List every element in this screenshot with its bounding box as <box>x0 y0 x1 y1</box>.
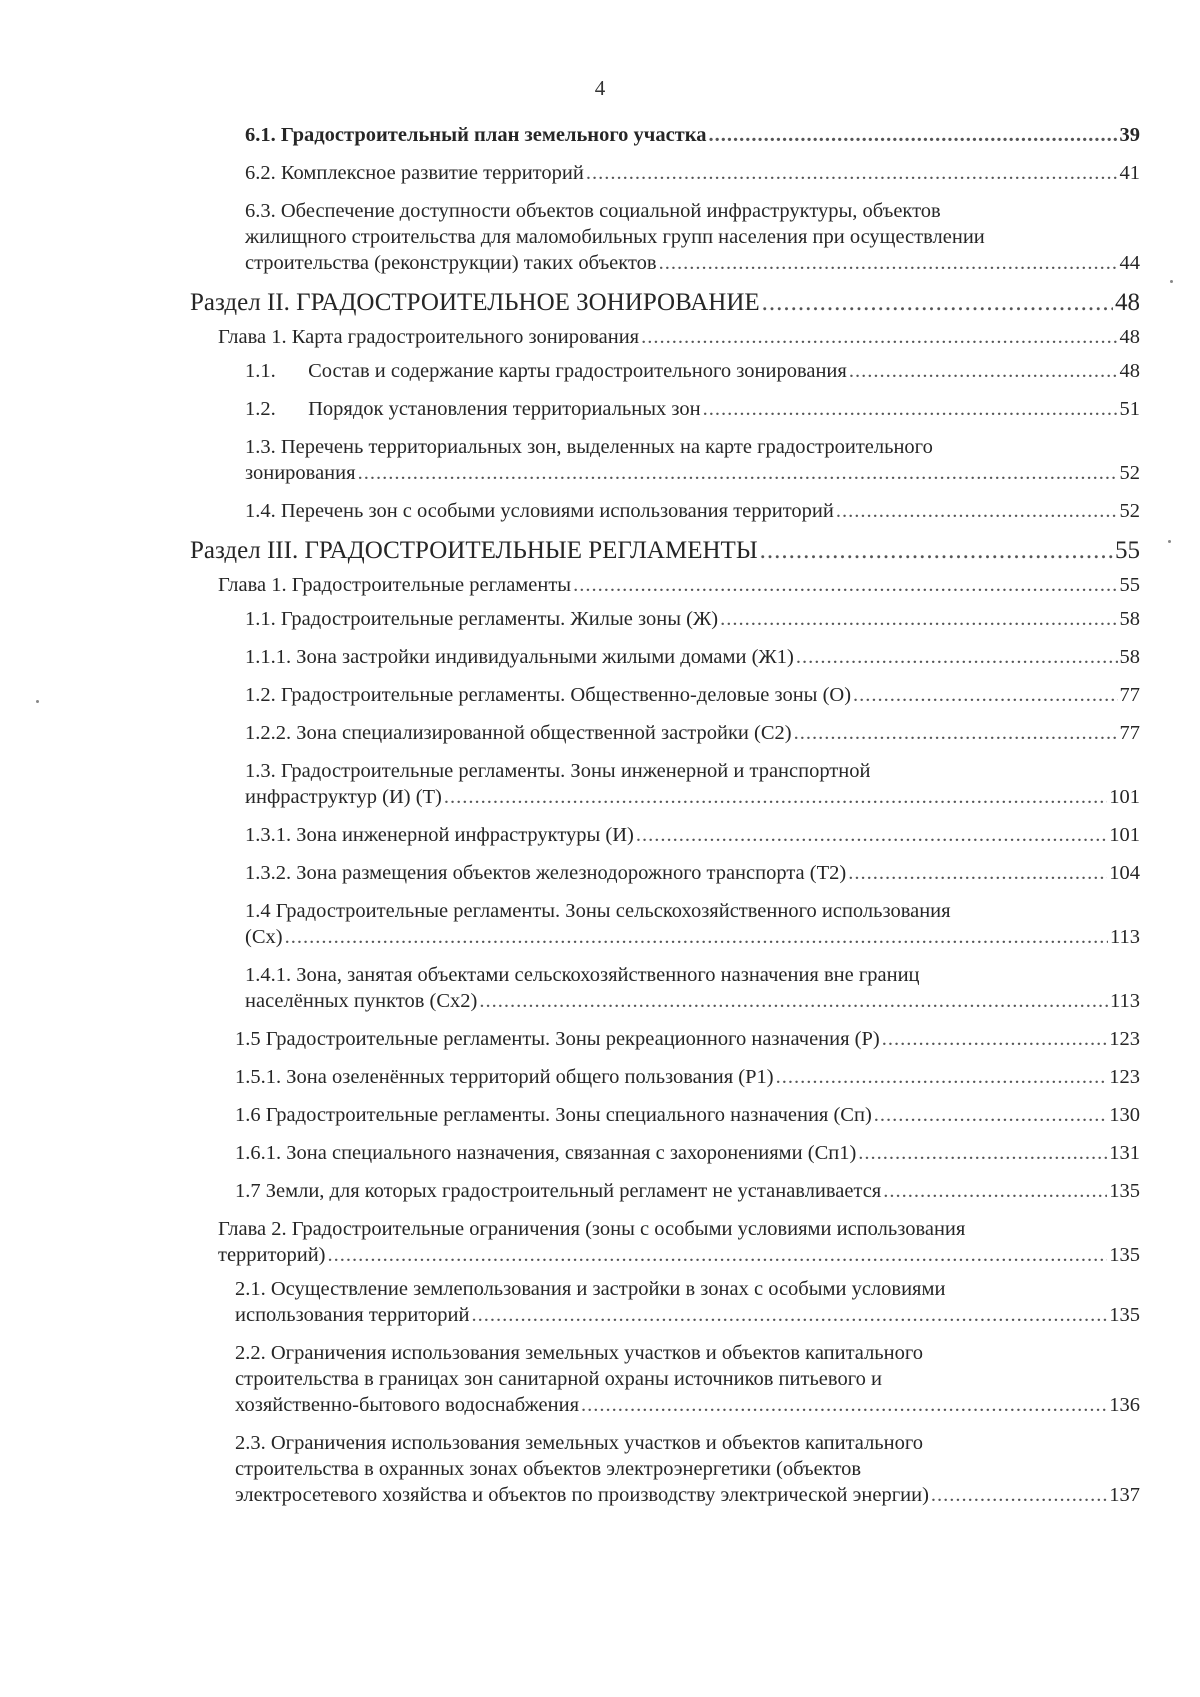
toc-entry-title <box>235 1140 856 1166</box>
toc-entry-number: 1.1. <box>245 608 276 630</box>
toc-entry-leader-line <box>245 396 1140 422</box>
toc-entry-page: 44 <box>1119 252 1140 274</box>
toc-entry-text: Зона специализированной общественной застройки (С2) <box>296 722 792 744</box>
toc-entry-text: электросетевого хозяйства и объектов по производству электрической энергии) <box>235 1484 929 1506</box>
toc-entry-title <box>235 1302 470 1328</box>
toc-entry-leader-line <box>235 1178 1140 1204</box>
toc-entry-line <box>235 1340 1140 1366</box>
toc-entry-leader-line <box>235 1302 1140 1328</box>
toc-dot-leader <box>444 784 1107 810</box>
toc-entry-text: жилищного строительства для маломобильных групп населения при осуществлении <box>245 226 985 248</box>
toc-entry <box>190 498 1140 524</box>
toc-entry-leader-line <box>235 1026 1140 1052</box>
toc-entry-page: 123 <box>1109 1028 1140 1050</box>
toc-entry-text: зонирования <box>245 462 356 484</box>
toc-entry-page: 123 <box>1109 1066 1140 1088</box>
toc-entry-page: 135 <box>1109 1244 1140 1266</box>
toc-entry-text: Осуществление землепользования и застройки в зонах с особыми условиями <box>270 1278 946 1300</box>
toc-entry-title <box>245 358 847 384</box>
toc-entry <box>190 358 1140 384</box>
page-number: 4 <box>594 76 606 100</box>
toc-entry-number: 1.2. <box>245 684 276 706</box>
toc-dot-leader <box>703 396 1118 422</box>
toc-entry-leader-line <box>235 1482 1140 1508</box>
scan-speck <box>1168 540 1171 543</box>
toc-entry <box>190 324 1140 350</box>
toc-dot-leader <box>720 606 1117 632</box>
toc-entry-text: Ограничения использования земельных участков и объектов капитального <box>270 1432 924 1454</box>
toc-entry-text: Зона размещения объектов железнодорожного транспорта (Т2) <box>296 862 847 884</box>
toc-entry-page: 55 <box>1115 537 1140 564</box>
toc-entry <box>190 1140 1140 1166</box>
toc-entry-text: Перечень зон с особыми условиями использования территорий <box>280 500 834 522</box>
toc-entry-text: Глава 1. Градостроительные регламенты <box>218 574 572 596</box>
toc-dot-leader <box>836 498 1118 524</box>
toc-entry-number: 1.4.1. <box>245 964 292 986</box>
toc-entry-text: Порядок установления территориальных зон <box>308 398 701 420</box>
toc-dot-leader <box>358 460 1118 486</box>
toc-dot-leader <box>586 160 1118 186</box>
toc-dot-leader <box>479 988 1108 1014</box>
toc-dot-leader <box>573 572 1117 598</box>
toc-entry-number: 1.4 <box>245 900 271 922</box>
toc-entry-line <box>245 962 1140 988</box>
toc-entry-text: Зона озеленённых территорий общего пользования (Р1) <box>286 1066 774 1088</box>
toc-entry-leader-line <box>245 358 1140 384</box>
toc-entry-text: Ограничения использования земельных участков и объектов капитального <box>270 1342 924 1364</box>
toc-entry <box>190 396 1140 422</box>
toc-entry <box>190 1178 1140 1204</box>
toc-entry-title <box>245 682 851 708</box>
toc-entry-text: Градостроительный план земельного участка <box>280 124 707 146</box>
toc-entry-number: 1.6.1. <box>235 1142 282 1164</box>
toc-entry-text: Глава 1. Карта градостроительного зонирования <box>218 326 640 348</box>
toc-entry-leader-line <box>190 536 1140 566</box>
toc-entry <box>190 720 1140 746</box>
toc-entry-text: Градостроительные регламенты. Зоны специального назначения (Сп) <box>265 1104 872 1126</box>
toc-entry-number: 1.7 <box>235 1180 261 1202</box>
toc-dot-leader <box>285 924 1108 950</box>
toc-entry-number: 2.2. <box>235 1342 266 1364</box>
toc-entry-page: 48 <box>1119 326 1140 348</box>
toc-entry-text: Зона инженерной инфраструктуры (И) <box>296 824 634 846</box>
toc-entry-title <box>218 572 571 598</box>
toc-entry-page: 51 <box>1119 398 1140 420</box>
table-of-contents <box>190 122 1140 1520</box>
toc-entry-line <box>245 434 1140 460</box>
toc-entry-text: инфраструктур (И) (Т) <box>245 786 442 808</box>
toc-entry-line <box>235 1366 1140 1392</box>
toc-entry-text: использования территорий <box>235 1304 470 1326</box>
toc-entry <box>190 198 1140 276</box>
toc-entry-leader-line <box>218 572 1140 598</box>
toc-entry-line <box>235 1430 1140 1456</box>
toc-entry <box>190 160 1140 186</box>
toc-entry-number: 6.2. <box>245 162 276 184</box>
toc-entry-title <box>245 644 794 670</box>
toc-entry-page: 135 <box>1109 1180 1140 1202</box>
toc-entry-page: 77 <box>1119 722 1140 744</box>
toc-entry <box>190 822 1140 848</box>
toc-entry-page: 58 <box>1119 646 1140 668</box>
toc-dot-leader <box>641 324 1117 350</box>
toc-entry-page: 58 <box>1119 608 1140 630</box>
toc-entry-text: Раздел III. ГРАДОСТРОИТЕЛЬНЫЕ РЕГЛАМЕНТЫ <box>190 537 758 564</box>
toc-entry-text: Земли, для которых градостроительный регламент не устанавливается <box>265 1180 882 1202</box>
toc-entry <box>190 434 1140 486</box>
toc-entry-text: хозяйственно-бытового водоснабжения <box>235 1394 579 1416</box>
toc-entry-text: строительства в охранных зонах объектов электроэнергетики (объектов <box>235 1458 862 1480</box>
toc-dot-leader <box>776 1064 1108 1090</box>
toc-entry-title <box>235 1392 579 1418</box>
toc-entry-text: населённых пунктов (Сх2) <box>245 990 478 1012</box>
toc-entry-number: 1.2.2. <box>245 722 292 744</box>
toc-entry-title <box>245 860 846 886</box>
toc-entry-text: Градостроительные регламенты. Зоны рекреационного назначения (Р) <box>265 1028 880 1050</box>
toc-entry-line <box>245 898 1140 924</box>
toc-entry-title <box>218 324 639 350</box>
toc-entry-text: Зона застройки индивидуальными жилыми домами (Ж1) <box>296 646 794 668</box>
toc-entry-leader-line <box>245 860 1140 886</box>
toc-entry-title <box>235 1178 881 1204</box>
toc-entry <box>190 1276 1140 1328</box>
toc-entry-title <box>235 1482 929 1508</box>
toc-entry-text: (Сх) <box>245 926 283 948</box>
toc-entry-page: 48 <box>1115 289 1140 316</box>
toc-entry-title <box>245 122 707 148</box>
toc-entry-text: Перечень территориальных зон, выделенных на карте градостроительного <box>280 436 933 458</box>
toc-entry <box>190 572 1140 598</box>
toc-entry <box>190 898 1140 950</box>
toc-entry-leader-line <box>245 122 1140 148</box>
toc-entry <box>190 962 1140 1014</box>
toc-entry-text: Обеспечение доступности объектов социальной инфраструктуры, объектов <box>280 200 941 222</box>
toc-entry-text: Градостроительные регламенты. Общественно-деловые зоны (О) <box>280 684 852 706</box>
toc-entry-title <box>235 1064 774 1090</box>
toc-entry <box>190 860 1140 886</box>
toc-entry-title <box>245 822 634 848</box>
toc-entry-number: 1.3.1. <box>245 824 292 846</box>
toc-entry <box>190 536 1140 566</box>
toc-entry-number: 6.3. <box>245 200 276 222</box>
toc-entry-text: строительства в границах зон санитарной охраны источников питьевого и <box>235 1368 882 1390</box>
toc-entry-title <box>245 720 792 746</box>
toc-dot-leader <box>853 682 1117 708</box>
toc-dot-leader <box>858 1140 1107 1166</box>
toc-entry-leader-line <box>245 784 1140 810</box>
toc-entry <box>190 758 1140 810</box>
toc-entry-page: 77 <box>1119 684 1140 706</box>
toc-entry-leader-line <box>245 460 1140 486</box>
toc-entry <box>190 1216 1140 1268</box>
toc-entry-page: 136 <box>1109 1394 1140 1416</box>
toc-entry-line <box>235 1456 1140 1482</box>
toc-entry-text: Комплексное развитие территорий <box>280 162 584 184</box>
toc-entry-page: 55 <box>1119 574 1140 596</box>
toc-entry-leader-line <box>235 1102 1140 1128</box>
toc-entry-text: территорий) <box>218 1244 326 1266</box>
toc-dot-leader <box>581 1392 1107 1418</box>
toc-dot-leader <box>848 860 1107 886</box>
toc-entry-leader-line <box>218 324 1140 350</box>
toc-entry-page: 130 <box>1109 1104 1140 1126</box>
toc-entry-page: 101 <box>1109 786 1140 808</box>
toc-entry-number: 1.6 <box>235 1104 261 1126</box>
toc-entry-leader-line <box>190 288 1140 318</box>
toc-entry-text: Градостроительные регламенты. Жилые зоны (Ж) <box>280 608 719 630</box>
toc-entry-title <box>190 288 760 318</box>
toc-entry-page: 137 <box>1109 1484 1140 1506</box>
toc-entry-text: Зона, занятая объектами сельскохозяйственного назначения вне границ <box>296 964 920 986</box>
toc-entry-page: 39 <box>1119 124 1140 146</box>
toc-entry-leader-line <box>245 606 1140 632</box>
toc-entry-title <box>218 1242 326 1268</box>
toc-entry-page: 52 <box>1119 500 1140 522</box>
toc-entry <box>190 1064 1140 1090</box>
toc-entry-text: Градостроительные регламенты. Зоны сельскохозяйственного использования <box>275 900 951 922</box>
toc-entry-title <box>245 396 701 422</box>
toc-dot-leader <box>874 1102 1107 1128</box>
toc-entry-title <box>245 250 657 276</box>
toc-entry-leader-line <box>245 498 1140 524</box>
toc-entry-number: 6.1. <box>245 124 276 146</box>
toc-entry-line <box>245 758 1140 784</box>
toc-entry-line <box>245 224 1140 250</box>
toc-entry <box>190 1026 1140 1052</box>
toc-entry-text: Состав и содержание карты градостроительного зонирования <box>308 360 847 382</box>
toc-entry-number: 1.1. <box>245 360 276 382</box>
toc-entry <box>190 606 1140 632</box>
toc-entry-leader-line <box>245 988 1140 1014</box>
toc-entry-page: 131 <box>1109 1142 1140 1164</box>
toc-entry-text: Градостроительные регламенты. Зоны инженерной и транспортной <box>280 760 871 782</box>
toc-entry-text: Раздел II. ГРАДОСТРОИТЕЛЬНОЕ ЗОНИРОВАНИЕ <box>190 289 760 316</box>
toc-dot-leader <box>636 822 1107 848</box>
toc-entry <box>190 288 1140 318</box>
toc-dot-leader <box>762 288 1113 318</box>
toc-dot-leader <box>849 358 1118 384</box>
toc-entry-number: 1.1.1. <box>245 646 292 668</box>
toc-entry-title <box>245 784 442 810</box>
toc-entry-leader-line <box>245 250 1140 276</box>
toc-entry-title <box>235 1026 880 1052</box>
toc-entry-page: 113 <box>1110 926 1140 948</box>
toc-entry-number: 1.2. <box>245 398 276 420</box>
toc-entry-leader-line <box>218 1242 1140 1268</box>
toc-entry <box>190 644 1140 670</box>
toc-entry-page: 104 <box>1109 862 1140 884</box>
toc-entry-title <box>245 498 834 524</box>
toc-entry-page: 52 <box>1119 462 1140 484</box>
toc-entry-page: 41 <box>1119 162 1140 184</box>
toc-entry-title <box>245 160 584 186</box>
toc-entry-number: 2.1. <box>235 1278 266 1300</box>
toc-entry-number: 1.3.2. <box>245 862 292 884</box>
toc-entry-leader-line <box>245 160 1140 186</box>
toc-entry-title <box>190 536 758 566</box>
toc-dot-leader <box>796 644 1118 670</box>
toc-entry <box>190 1430 1140 1508</box>
toc-dot-leader <box>882 1026 1108 1052</box>
toc-entry-number: 1.3. <box>245 760 276 782</box>
toc-entry-leader-line <box>245 644 1140 670</box>
toc-entry-leader-line <box>245 924 1140 950</box>
toc-entry-line <box>218 1216 1140 1242</box>
toc-entry-title <box>245 988 477 1014</box>
toc-entry-number: 1.3. <box>245 436 276 458</box>
toc-entry-number: 1.5.1. <box>235 1066 282 1088</box>
toc-entry-line <box>235 1276 1140 1302</box>
toc-dot-leader <box>883 1178 1107 1204</box>
toc-entry-leader-line <box>235 1392 1140 1418</box>
toc-entry-leader-line <box>245 682 1140 708</box>
toc-entry-text: Глава 2. Градостроительные ограничения (зоны с особыми условиями использования <box>218 1218 966 1240</box>
toc-dot-leader <box>659 250 1118 276</box>
toc-entry-number: 1.4. <box>245 500 276 522</box>
toc-entry-title <box>245 606 718 632</box>
toc-entry-number: 1.5 <box>235 1028 261 1050</box>
toc-dot-leader <box>709 122 1118 148</box>
toc-entry-number: 2.3. <box>235 1432 266 1454</box>
toc-entry-leader-line <box>245 822 1140 848</box>
toc-dot-leader <box>328 1242 1108 1268</box>
toc-entry-page: 135 <box>1109 1304 1140 1326</box>
toc-entry-leader-line <box>235 1064 1140 1090</box>
toc-dot-leader <box>931 1482 1107 1508</box>
toc-dot-leader <box>794 720 1118 746</box>
toc-entry-page: 48 <box>1119 360 1140 382</box>
toc-entry-text: Зона специального назначения, связанная с захоронениями (Сп1) <box>286 1142 857 1164</box>
toc-entry-text: строительства (реконструкции) таких объектов <box>245 252 657 274</box>
toc-entry <box>190 122 1140 148</box>
toc-entry-line <box>245 198 1140 224</box>
toc-dot-leader <box>472 1302 1108 1328</box>
toc-entry-page: 101 <box>1109 824 1140 846</box>
toc-entry-page: 113 <box>1110 990 1140 1012</box>
scan-speck <box>36 700 39 703</box>
toc-dot-leader <box>760 536 1113 566</box>
toc-entry <box>190 1340 1140 1418</box>
toc-entry-leader-line <box>235 1140 1140 1166</box>
toc-entry-title <box>245 924 283 950</box>
toc-entry-leader-line <box>245 720 1140 746</box>
toc-entry <box>190 682 1140 708</box>
toc-entry-title <box>235 1102 872 1128</box>
scan-speck <box>1170 280 1173 283</box>
toc-entry-title <box>245 460 356 486</box>
toc-entry <box>190 1102 1140 1128</box>
